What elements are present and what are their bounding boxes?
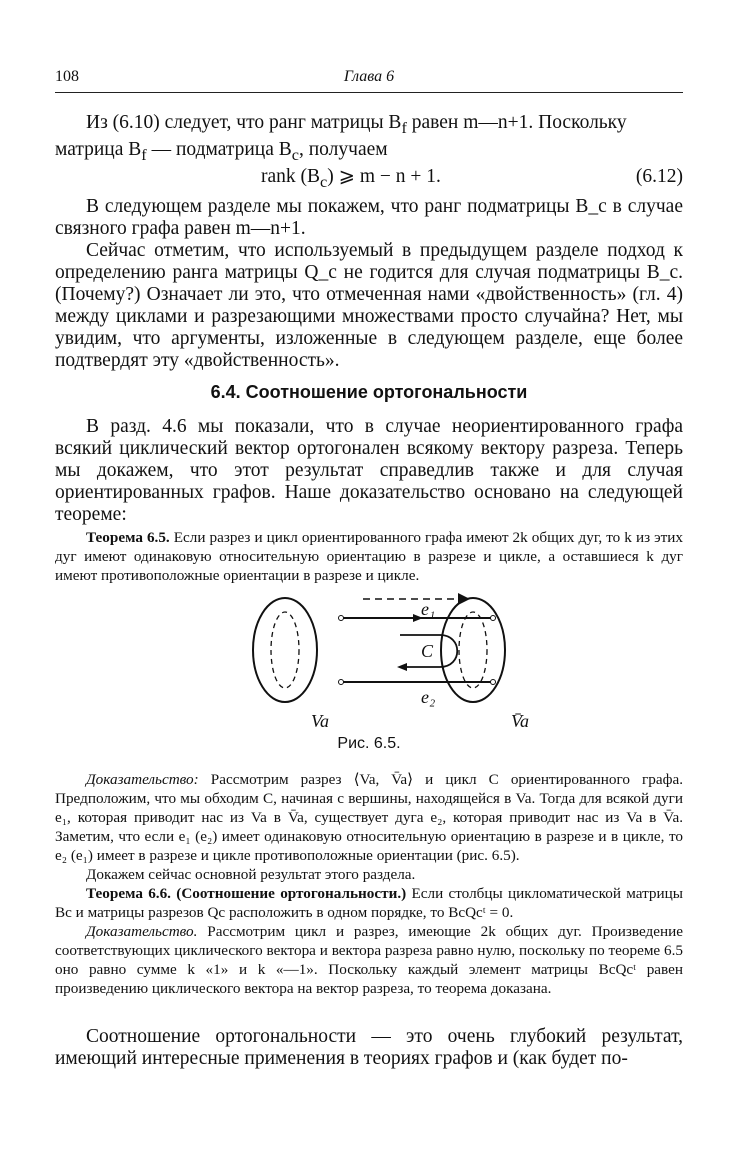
paragraph-intro: В разд. 4.6 мы показали, что в случае неориентированного графа всякий циклический вектор ортогонален всякому вектору разреза. Теперь мы докажем, что этот результат справедлив также и для случая ориентированных графов. Наше доказательство основано на следующей теореме: <box>55 416 683 525</box>
page-number: 108 <box>55 68 79 85</box>
proof-and-theorem-6-6 <box>55 770 683 998</box>
theorem-6-5-label: Теорема 6.5. <box>86 529 170 546</box>
proof-after: Докажем сейчас основной результат этого раздела. <box>86 866 416 883</box>
section-title: 6.4. Соотношение ортогональности <box>210 382 528 402</box>
chapter-title: Глава 6 <box>343 68 395 85</box>
left-inner-ellipse <box>271 612 299 688</box>
left-vertex-set <box>253 598 317 702</box>
equation-6-12: rank $(B_c)$ ⩾ m − n + 1. (6.12) <box>261 165 683 191</box>
label-va: Va <box>311 711 329 731</box>
rank-line-1: Из (6.10) следует, что ранг матрицы $B_f$ равен m—n+1. Поскольку <box>86 112 627 137</box>
label-e2: e₂ <box>421 687 436 707</box>
theorem-6-6-proof-text: Рассмотрим цикл и разрез, имеющие 2k общих дуг. Произведение соответствующих циклического вектора и вектора разреза равно нулю, поскольку по теореме 6.5 оно равно сумме k «1» и k «—1». Поскольку каждый элемент матрицы BcQcᵗ равен произведению циклического вектора на вектор разреза, то теорема доказана. <box>55 923 683 997</box>
theorem-6-6-proof-label: Доказательство. <box>86 923 198 940</box>
theorem-6-5-text: Если разрез и цикл ориентированного графа имеют 2k общих дуг, то k из этих дуг имеют одинаковую относительную ориентацию в разрезе и цикле, а оставшиеся k дуг имеют противоположные ориентации в разрезе и цикле. <box>55 529 683 584</box>
paragraph-duality <box>55 196 683 372</box>
paragraph-conclusion: Соотношение ортогональности — это очень глубокий результат, имеющий интересные применения в теориях графов и (как будет по- <box>55 1026 683 1069</box>
theorem-6-6-label: Теорема 6.6. (Соотношение ортогональности.) <box>86 885 407 902</box>
label-va-bar: V̄a <box>511 711 529 731</box>
figure-caption: Рис. 6.5. <box>337 735 401 752</box>
paragraph-rank <box>55 112 683 190</box>
label-c: C <box>421 641 434 661</box>
label-e1: e₁ <box>421 599 436 619</box>
theorem-6-5 <box>55 528 683 585</box>
page-header <box>55 66 683 93</box>
figure-6-5 <box>235 585 529 735</box>
proof-label: Доказательство: <box>86 771 199 788</box>
paragraph-remark: Сейчас отметим, что используемый в предыдущем разделе подход к определению ранга матрицы Q_c не годится для случая подматрицы B_c. (Почему?) Означает ли это, что отмеченная нами «двойственность» (гл. 4) между циклами и разрезающими множествами просто случайна? Нет, мы увидим, что аргументы, изложенные в следующем разделе, еще более подтвердят эту «двойственность». <box>55 240 683 371</box>
equation-number: (6.12) <box>635 165 683 187</box>
paragraph-next-section: В следующем разделе мы покажем, что ранг подматрицы B_c в случае связного графа равен m—n+1. <box>55 196 683 239</box>
right-vertex-set <box>441 598 505 702</box>
theorem-6-6-text: Если столбцы цикломатической матрицы Bc и матрицы разрезов Qc расположить в одном порядке, то BcQcᵗ = 0. <box>55 885 683 921</box>
right-inner-ellipse <box>459 612 487 688</box>
proof-text: Рассмотрим разрез ⟨Va, V̄a⟩ и цикл C ориентированного графа. Предположим, что мы обходим C, начиная с вершины, находящейся в Va. Тогда для всякой дуги e₁, которая приводит нас из Va в V̄a, существует дуга e₂, которая приводит нас из Va в V̄a. Заметим, что если e₁ (e₂) имеет одинаковую относительную ориентацию в разрезе и в цикле, то e₂ (e₁) имеет в разрезе и цикле противоположные ориентации (рис. 6.5). <box>55 771 683 864</box>
rank-line-2: матрица $B_f$ — подматрица $B_c$, получаем <box>55 138 388 164</box>
